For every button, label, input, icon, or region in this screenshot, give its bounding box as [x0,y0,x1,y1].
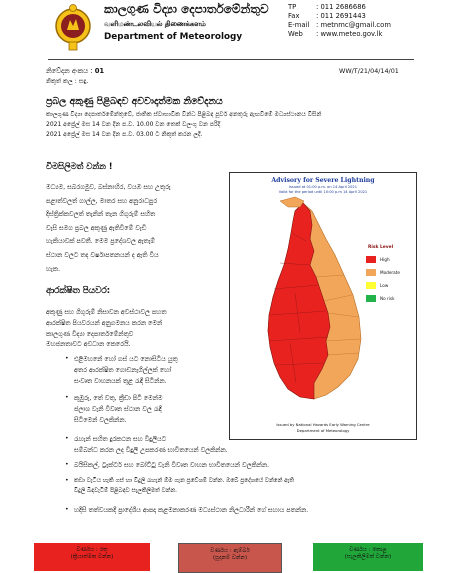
bullet-line: රැහැන් සහිත දුරකථන සහ විදුලියට [74,435,167,443]
legend-item [366,266,414,279]
document-title: ප්‍රබල අකුණු පිළිබඳව අවවාදාත්මක නිවේදනය [46,96,223,107]
legend-item [366,279,414,292]
intro-line: කාලගුණ විද්‍යා දෙපාර්තමේන්තුවේ, ජාතික ස්වාභාවික වින්ධ පිළිබඳ පූර්ව අනතුරු ඇඟවීමේ මධ්‍යස්ථානය විසින් [46,111,322,118]
contact-label: E-mail [288,21,310,29]
org-name-sinhala: කාලගුණ විද්‍යා දෙපාර්තමේන්තුව [104,2,269,16]
contact-label: Web [288,30,303,38]
contact-row [288,3,438,12]
sri-lanka-map [240,193,380,421]
bullet-line: අතර ආරක්ෂිත ගොඩනැගිල්ලක් හෝ [74,366,172,374]
badge-sublabel: (සූදානම් වන්න) [212,554,248,561]
alert-line: මධ්‍යම, සබරගමුව, බස්නාහිර, වයඹ සහ උතුරු [46,183,171,191]
contact-value: : 011 2686686 [316,3,366,11]
bullet-icon: • [65,355,69,362]
safety-line: මහජනතාවට අවධාන කෙරෙයි. [46,340,131,349]
legend-swatch-low [366,282,376,289]
section-title-safety: ආරක්ෂිත පියවර: [46,286,111,296]
bullet-line: සිටීමෙන් වලකින්න. [74,416,127,424]
contact-label: TP [288,3,297,11]
map-title: Advisory for Severe Lightning [271,177,375,184]
bullet-line: කඩා වැටිය හැකි ගස් හා විදුලි රැහැන් ඕම ගැන ප්‍රවේශම් වන්න. ඔබේ ප්‍රදේශයේ වන්නේ ඇති [74,478,294,484]
alert-line: ස්ථාන වලට තද වර්ෂාපතනයන් ද ඇති විය [46,250,159,259]
list-item [65,476,414,496]
legend-label: Low [380,283,389,288]
badge-sublabel: (ක්‍රියාත්මක වන්න) [70,553,114,560]
bullet-icon: • [65,477,69,484]
safety-line: අකුණු සහ ගිගුරුම් නිසාවන අවස්ථාවල පහත [46,308,167,316]
header [40,0,460,58]
contact-row [288,21,438,30]
map-subtitle: Issued at 01:00 p.m. on 14 April 2021 [288,185,357,189]
bullet-icon: • [65,506,69,513]
list-item [65,460,414,471]
status-badge-red [34,543,150,571]
bullet-icon: • [65,435,69,442]
contact-row [288,30,438,39]
map-footer: Issued by National Hazards Early Warning Centre [276,422,370,427]
alert-line: දිස්ත්‍රික්කවලත් තැනින් තැන ගිගුරුම් සහිත [46,210,156,219]
badge-label: වර්ණය : රතු [76,547,108,553]
legend-label: No risk [380,296,395,301]
notice-number-label: නිවේදන අංකය : [46,67,93,75]
list-item [65,393,222,426]
section-title-alert: විමසිලිමත් වන්න ! [46,161,113,171]
badge-label: වර්ණය : කොළ [349,547,387,553]
status-badge-amber [178,543,282,573]
bullet-line: බයිසිකල්, ට්‍රැක්ටර් සහ බෝට්ටු වැනි විවෘත වාහන භාවිතයෙන් වලකින්න. [74,461,270,469]
lightning-advisory-map [229,172,417,440]
intro-line: 2021 අප්‍රේල් මස 14 වන දින ප.ව. 10.00 වන තෙක් වලංගු වන පරිදි [46,121,221,128]
legend-item [366,253,414,266]
bullet-line: ජලාශ වැනි විවෘත ස්ථාන වල රැඳී [74,405,162,413]
bullet-line: සංවෘත වාහනයක් තුළ රැඳී සිටින්න. [74,377,167,385]
alert-line: වැසි සමග ප්‍රබල අකුණු ඇතිවීමේ වැඩි [46,223,147,232]
badge-label: වර්ණය : ඇම්බර් [210,548,250,554]
alert-line: හැකියාවක් පවතී. මෙම ප්‍රදේශවල ඇතැම් [46,237,155,246]
contact-row [288,12,438,21]
alert-line: හැක. [46,264,61,273]
intro-line: 2021 අප්‍රේල් මස 14 වන දින ප.ව. 03.00 ට නිකුත් කරන ලදී. [46,131,203,138]
bullet-line: කුඹුරු, තේ වතු, ක්‍රීඩා පිටි මෙන්ම [74,394,163,402]
alert-line: පළාත්වලත් ගාල්ල, මාතර සහ අනුරාධපුර [46,196,158,205]
header-divider [48,59,414,60]
website-link[interactable]: : www.meteo.gov.lk [316,30,383,38]
bullet-line: හදිසි තත්වයකදී ප්‍රාදේශීය ආපදා කළමනාකරණ මධ්‍යස්ථාන නිලධාරීන් ගේ සහාය පතන්න. [74,506,309,514]
intro-paragraph [46,110,321,140]
bullet-line: සම්බන්ධ කරන ලද විදුලි උපකරණ භාවිතයෙන් වලකින්න. [74,446,228,454]
notice-number-value: 01 [94,67,105,75]
legend-swatch-no-risk [366,295,376,302]
bullet-line: එළිමහනේ හෝ ගස් යට නොසිටිය යුතු [74,355,178,363]
email-link[interactable]: : metnmc@gmail.com [316,21,391,29]
issue-info [46,78,88,86]
contact-label: Fax [288,12,300,20]
map-footer: Department of Meteorology [296,428,350,433]
list-item [65,505,414,516]
legend-swatch-moderate [366,269,376,276]
legend-swatch-high [366,256,376,263]
legend-item [366,292,414,305]
alert-paragraph [46,181,216,276]
legend [366,253,414,305]
legend-label: High [380,257,390,262]
issue-label: නිකුත් කල : [46,78,77,85]
contact-block [288,3,438,39]
safety-paragraph [46,307,216,350]
badge-sublabel: (සැලකිලිමත් වන්න) [344,553,392,560]
sri-lanka-emblem-icon [54,2,92,52]
bullet-icon: • [65,461,69,468]
bullet-line: විදුලි බිඳවැටීම් පිළිබඳව සැලකිලිමත් වන්න. [74,488,178,494]
legend-label: Moderate [380,270,400,275]
reference-code: WW/T/21/04/14/01 [339,67,399,75]
safety-line: ආරක්ෂිත පියවරයන් අනුගමනය කරන මෙන් [46,318,163,327]
contact-value: : 011 2691443 [316,12,366,20]
notice-number [46,67,104,75]
map-subtitle: Valid for the period until 10:00 p.m 14 April 2021 [278,190,368,194]
bullet-icon: • [65,394,69,401]
safety-line: කාලගුණ විද්‍යා දෙපාර්තමේන්තුව [46,329,134,338]
issue-value: සඳු. [78,78,89,85]
legend-title: Risk Level [368,245,394,250]
map-region-jaffna [280,197,304,207]
org-name-english: Department of Meteorology [104,32,243,42]
status-badge-green [313,543,423,571]
org-name-tamil: வளிமண்டலவியல் திணைக்களம் [104,20,206,28]
list-item [65,354,222,387]
